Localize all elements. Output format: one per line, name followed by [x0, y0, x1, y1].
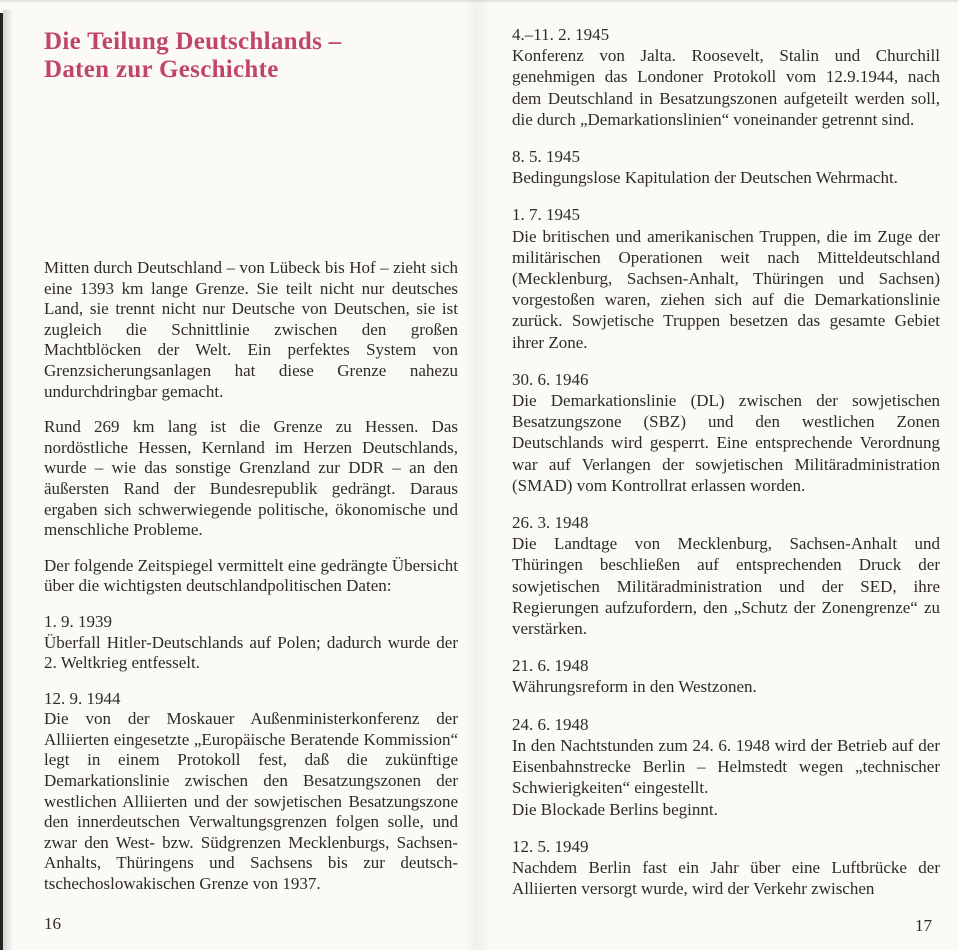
entry-text: Die britischen und amerikanischen Truppen, die im Zuge der militärischen Operationen weit nach Mitteldeutschland (Mecklenburg, Sachsen-Anhalt, Thüringen und Sachsen) vorgestoßen waren, ziehen sich auf die Demarkationslinie zurück. Sowjetische Truppen besetzen das gesamte Gebiet ihrer Zone.: [512, 226, 940, 352]
entry-text: Die Landtage von Mecklenburg, Sachsen-Anhalt und Thüringen beschließen auf entsprechenden Druck der sowjetischen Militäradministration und der SED, ihre Regierungen aufzufordern, den „Schutz der Zonengrenze“ zu verstärken.: [512, 534, 940, 639]
entry-date: 8. 5. 1945: [512, 147, 580, 167]
paragraph: Der folgende Zeitspiegel vermittelt eine gedrängte Übersicht über die wichtigsten deutschlandpolitischen Daten:: [44, 555, 458, 596]
timeline-entry: [512, 24, 940, 130]
timeline-entry: [512, 369, 940, 496]
entry-text: Die von der Moskauer Außenministerkonferenz der Alliierten eingesetzte „Europäische Beratende Kommission“ legt in einem Protokoll fest, daß die zukünftige Demarkationslinie zwischen den Besatzungszonen der westlichen Alliierten und der sowjetischen Besatzungszone den innerdeutschen Verwaltungsgrenzen folgen solle, und zwar den West- bzw. Südgrenzen Mecklenburgs, Sachsen-Anhalts, Thüringens und Sachsens bis zur deutsch-tschechoslowakischen Grenze von 1937.: [44, 709, 458, 894]
entry-text: Überfall Hitler-Deutschlands auf Polen; dadurch wurde der 2. Weltkrieg entfesselt.: [44, 632, 458, 673]
paragraph: Mitten durch Deutschland – von Lübeck bis Hof – zieht sich eine 1393 km lange Grenze. Sie teilt nicht nur deutsches Land, sie trennt nicht nur Deutsche von Deutschen, sie ist zugleich die Schnittlinie zwischen den großen Machtblöcken der Welt. Ein perfektes System von Grenzsicherungsanlagen hat diese Grenze nahezu undurchdringbar gemacht.: [44, 258, 458, 401]
title-line-1: Die Teilung Deutschlands –: [44, 28, 342, 55]
entry-text: Die Demarkationslinie (DL) zwischen der sowjetischen Besatzungszone (SBZ) und den westlichen Zonen Deutschlands wird gesperrt. Eine entsprechende Verordnung war auf Verlangen der sowjetischen Militäradministration (SMAD) vom Kontrollrat erlassen worden.: [512, 391, 940, 495]
entry-date: 21. 6. 1948: [512, 656, 589, 676]
entry-date: 24. 6. 1948: [512, 714, 589, 734]
entry-text: Nachdem Berlin fast ein Jahr über eine Luftbrücke der Alliierten versorgt wurde, wird der Verkehr zwischen: [512, 857, 940, 899]
left-page: [44, 28, 458, 910]
timeline-entry: [44, 689, 458, 895]
timeline-entry: [512, 714, 940, 820]
paragraph: Rund 269 km lang ist die Grenze zu Hessen. Das nordöstliche Hessen, Kernland im Herzen Deutschlands, wurde – wie das sonstige Grenzland zur DDR – an den äußersten Rand der Bundesrepublik gedrängt. Daraus ergaben sich schwerwiegende politische, ökonomische und menschliche Probleme.: [44, 417, 458, 540]
entry-date: 26. 3. 1948: [512, 513, 589, 533]
entry-text: In den Nachtstunden zum 24. 6. 1948 wird der Betrieb auf der Eisenbahnstrecke Berlin – Helmstedt wegen „technischer Schwierigkeiten“ eingestellt.: [512, 735, 940, 798]
timeline-entry: [512, 146, 940, 188]
entry-text: Bedingungslose Kapitulation der Deutschen Wehrmacht.: [512, 168, 898, 188]
timeline-entry: [512, 512, 940, 639]
page-number: 17: [915, 916, 932, 935]
timeline-entry: [512, 204, 940, 352]
entry-date: 12. 5. 1949: [512, 836, 589, 856]
timeline-entry: [44, 612, 458, 674]
entry-date: 4.–11. 2. 1945: [512, 25, 610, 44]
timeline-entry: [512, 655, 940, 697]
entry-date: 1. 9. 1939: [44, 611, 112, 631]
page-title: [44, 28, 458, 84]
page-number: 16: [44, 914, 61, 933]
scan-edge-shadow: [3, 10, 13, 950]
page-gutter: [464, 0, 490, 950]
entry-text-line2: Die Blockade Berlins beginnt.: [512, 799, 718, 819]
entry-text: Währungsreform in den Westzonen.: [512, 677, 757, 697]
title-line-2: Daten zur Geschichte: [44, 56, 279, 83]
entry-text: Konferenz von Jalta. Roosevelt, Stalin und Churchill genehmigen das Londoner Protokoll vom 12.9.1944, nach dem Deutschland in Besatzungszonen aufgeteilt werden soll, die durch „Demarkationslinien“ voneinander getrennt sind.: [512, 46, 940, 129]
timeline-entry: [512, 836, 940, 900]
right-page: [512, 24, 940, 915]
entry-date: 1. 7. 1945: [512, 205, 580, 225]
entry-date: 30. 6. 1946: [512, 369, 589, 389]
entry-date: 12. 9. 1944: [44, 688, 121, 708]
